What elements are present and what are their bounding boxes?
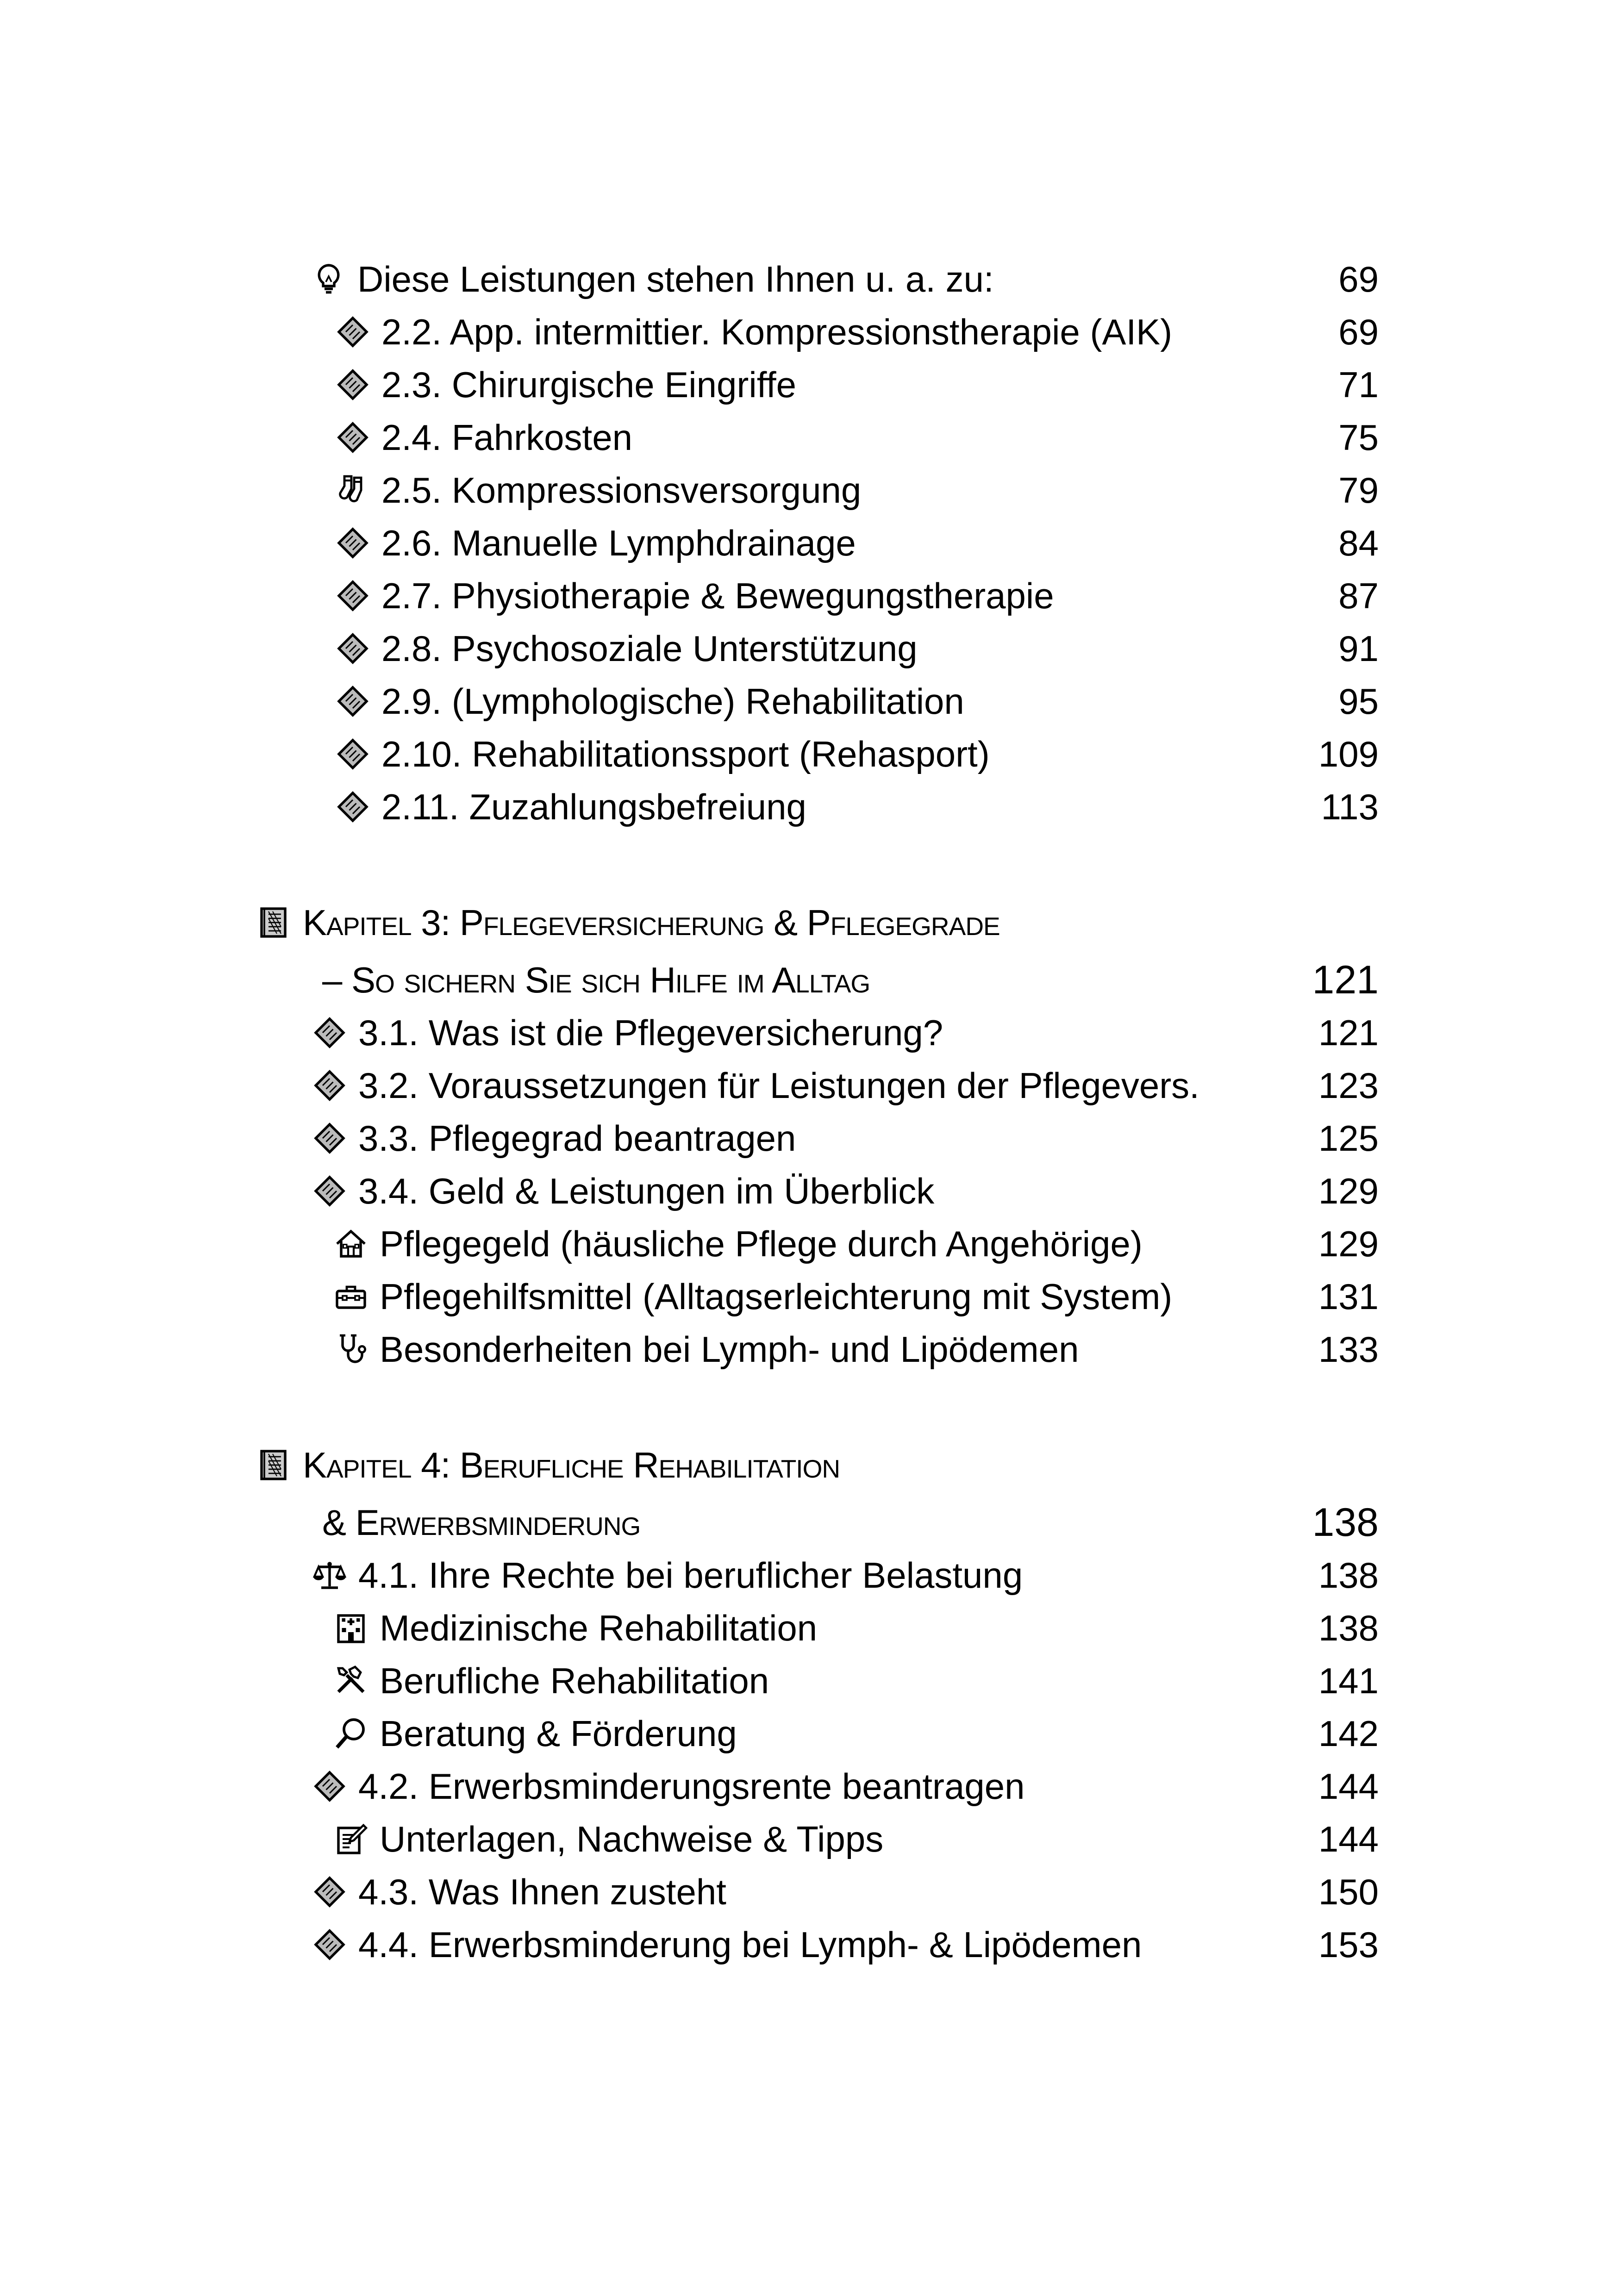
diamond-icon <box>334 419 371 456</box>
chapter-heading <box>256 897 1000 948</box>
diamond-icon <box>311 1014 348 1051</box>
diamond-icon <box>334 524 371 561</box>
toc-page-number: 69 <box>1338 259 1379 299</box>
toc-entry <box>334 518 856 568</box>
chapter-subtitle-text: – So sichern Sie sich Hilfe im Alltag <box>322 960 870 1000</box>
toc-entry <box>332 1655 769 1706</box>
toc-entry-label: 2.5. Kompressionsversorgung <box>381 470 862 511</box>
toc-entry <box>332 1708 737 1759</box>
diamond-icon <box>311 1768 348 1805</box>
magnifier-icon <box>332 1715 369 1752</box>
toc-entry-label: Pflegegeld (häusliche Pflege durch Angehörige) <box>380 1223 1143 1264</box>
toc-entry-label: 3.4. Geld & Leistungen im Überblick <box>358 1171 935 1211</box>
toc-entry-label: 2.10. Rehabilitationssport (Rehasport) <box>381 734 990 774</box>
toc-entry <box>311 1007 943 1058</box>
toc-entry <box>332 1814 883 1865</box>
toc-page-number: 142 <box>1318 1713 1379 1754</box>
toc-entry-label: 4.3. Was Ihnen zusteht <box>358 1871 726 1912</box>
toc-entry <box>311 1060 1199 1111</box>
toc-entry <box>334 465 861 516</box>
toc-entry <box>334 306 1172 357</box>
scales-icon <box>311 1557 348 1594</box>
toc-entry-label: 3.2. Voraussetzungen für Leistungen der Pflegevers. <box>358 1065 1199 1106</box>
toc-page-number: 91 <box>1338 628 1379 669</box>
chapter-heading <box>256 1440 840 1491</box>
toc-entry-label: 3.1. Was ist die Pflegeversicherung? <box>358 1012 943 1053</box>
toc-entry <box>334 359 796 410</box>
toc-page-number: 121 <box>1312 958 1379 1002</box>
toc-page-number: 71 <box>1338 364 1379 405</box>
house-icon <box>332 1225 369 1262</box>
diamond-icon <box>334 630 371 667</box>
book-icon <box>256 904 293 941</box>
toc-entry-label: Besonderheiten bei Lymph- und Lipödemen <box>380 1329 1079 1370</box>
toc-entry-label: 4.2. Erwerbsminderungsrente beantragen <box>358 1766 1025 1807</box>
toc-entry-label: 4.4. Erwerbsminderung bei Lymph- & Lipödemen <box>358 1924 1142 1965</box>
chapter-subtitle <box>322 1497 640 1548</box>
diamond-icon <box>311 1873 348 1910</box>
toc-page-number: 144 <box>1318 1819 1379 1859</box>
socks-icon <box>334 472 371 509</box>
toc-entry <box>311 1866 726 1917</box>
toc-entry <box>332 1218 1143 1269</box>
diamond-icon <box>311 1120 348 1157</box>
toc-page-number: 141 <box>1318 1660 1379 1701</box>
toc-entry-label: Berufliche Rehabilitation <box>380 1660 769 1701</box>
diamond-icon <box>334 788 371 825</box>
memo-icon <box>332 1821 369 1858</box>
toc-entry-label: 2.7. Physiotherapie & Bewegungstherapie <box>381 575 1054 616</box>
chapter-subtitle-text: & Erwerbsminderung <box>322 1502 641 1543</box>
toc-entry-label: Pflegehilfsmittel (Alltagserleichterung mit System) <box>380 1276 1173 1317</box>
toc-entry-label: Beratung & Förderung <box>380 1713 737 1754</box>
chapter-title: Kapitel 4: Berufliche Rehabilitation <box>303 1445 840 1485</box>
toc-page-number: 129 <box>1318 1171 1379 1211</box>
toc-entry-label: Unterlagen, Nachweise & Tipps <box>380 1819 884 1859</box>
toc-page-number: 109 <box>1318 734 1379 774</box>
tools-icon <box>332 1662 369 1699</box>
toc-page-number: 121 <box>1318 1012 1379 1053</box>
diamond-icon <box>334 683 371 720</box>
toc-page-number: 87 <box>1338 575 1379 616</box>
toc-entry <box>311 1113 796 1164</box>
chapter-title: Kapitel 3: Pflegeversicherung & Pflegegrade <box>303 902 1000 943</box>
toc-page-number: 75 <box>1338 417 1379 458</box>
toc-entry <box>311 1919 1142 1970</box>
toc-entry <box>334 623 918 674</box>
toc-entry <box>332 1271 1172 1322</box>
diamond-icon <box>311 1067 348 1104</box>
toc-page-number: 153 <box>1318 1924 1379 1965</box>
toc-page-number: 138 <box>1312 1500 1379 1545</box>
toc-entry <box>311 1550 1023 1601</box>
toc-entry <box>334 676 964 727</box>
lightbulb-icon <box>310 261 347 298</box>
toc-entry-label: 2.6. Manuelle Lymphdrainage <box>381 523 856 563</box>
toc-entry-label: 3.3. Pflegegrad beantragen <box>358 1118 796 1159</box>
diamond-icon <box>334 366 371 403</box>
toc-entry-label: 2.8. Psychosoziale Unterstützung <box>381 628 918 669</box>
toc-entry <box>310 254 994 305</box>
toc-entry-label: 4.1. Ihre Rechte bei beruflicher Belastung <box>358 1555 1023 1596</box>
toc-page-number: 138 <box>1318 1555 1379 1596</box>
toc-entry-label: 2.3. Chirurgische Eingriffe <box>381 364 797 405</box>
toc-page-number: 79 <box>1338 470 1379 511</box>
toc-page-number: 125 <box>1318 1118 1379 1159</box>
toc-page-number: 84 <box>1338 523 1379 563</box>
toc-entry <box>334 781 806 832</box>
diamond-icon <box>334 577 371 614</box>
toc-entry-label: 2.2. App. intermittier. Kompressionstherapie (AIK) <box>381 312 1173 352</box>
stethoscope-icon <box>332 1331 369 1368</box>
toc-entry <box>311 1166 934 1216</box>
chapter-subtitle <box>322 954 870 1005</box>
toc-page-number: 150 <box>1318 1871 1379 1912</box>
toc-entry-label: 2.11. Zuzahlungsbefreiung <box>381 786 806 827</box>
diamond-icon <box>334 313 371 350</box>
toc-page-number: 123 <box>1318 1065 1379 1106</box>
toc-page-number: 69 <box>1338 312 1379 352</box>
toc-entry <box>332 1324 1079 1375</box>
toc-entry <box>334 729 990 780</box>
toc-page-number: 129 <box>1318 1223 1379 1264</box>
toc-page-number: 144 <box>1318 1766 1379 1807</box>
toc-entry <box>334 570 1054 621</box>
toc-entry <box>334 412 632 463</box>
toc-page-number: 131 <box>1318 1276 1379 1317</box>
toc-entry-label: Diese Leistungen stehen Ihnen u. a. zu: <box>357 259 994 299</box>
hospital-icon <box>332 1609 369 1646</box>
toc-entry-label: 2.4. Fahrkosten <box>381 417 632 458</box>
toc-page-number: 113 <box>1321 786 1379 827</box>
toc-entry <box>311 1761 1025 1812</box>
toc-page-number: 133 <box>1318 1329 1379 1370</box>
toc-page-number: 95 <box>1338 681 1379 722</box>
toc-entry-label: 2.9. (Lymphologische) Rehabilitation <box>381 681 964 722</box>
diamond-icon <box>311 1172 348 1210</box>
book-icon <box>256 1447 293 1484</box>
toolbox-icon <box>332 1278 369 1315</box>
toc-page-number: 138 <box>1318 1608 1379 1648</box>
diamond-icon <box>334 736 371 773</box>
toc-entry-label: Medizinische Rehabilitation <box>380 1608 818 1648</box>
toc-entry <box>332 1603 817 1653</box>
diamond-icon <box>311 1926 348 1963</box>
